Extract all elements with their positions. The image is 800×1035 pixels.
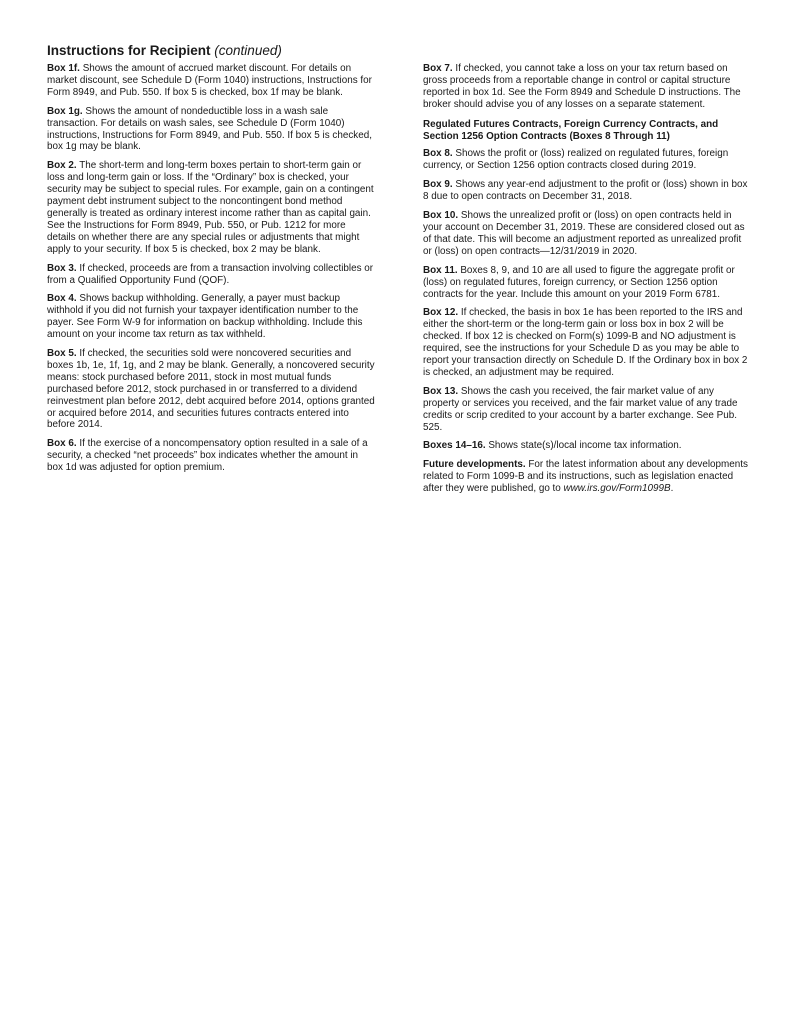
future-end: . xyxy=(670,483,674,495)
box-label: Box 1f. xyxy=(47,63,80,74)
box-text: Shows the amount of nondeductible loss in a wash sale transaction. For details on wash sales, see Schedule D (Form 1040) instructions, Instructions for Form 8949, and Pub. 550. If box 5 is checked, box 1g may be blank. xyxy=(47,105,372,153)
box-text: If checked, proceeds are from a transaction involving collectibles or from a Qualified Opportunity Fund (QOF). xyxy=(47,262,374,286)
box-label: Boxes 14–16. xyxy=(423,440,486,452)
heading-title: Instructions for Recipient xyxy=(47,43,211,58)
box-12-paragraph xyxy=(423,307,751,378)
box-text: Shows any year-end adjustment to the profit or (loss) shown in box 8 due to open contracts on December 31, 2018. xyxy=(423,179,748,203)
box-8-paragraph xyxy=(423,148,751,172)
box-label: Box 4. xyxy=(47,293,77,305)
box-3-paragraph xyxy=(47,263,375,287)
page-heading xyxy=(47,43,282,58)
box-5-paragraph xyxy=(47,348,375,431)
box-text: Shows the cash you received, the fair market value of any property or services you received, and the fair market value of any trade credits or scrip credited to your account by a barter exchange. See Pub. 525. xyxy=(423,385,738,433)
boxes-14-16-paragraph xyxy=(423,440,751,452)
box-2-paragraph xyxy=(47,160,375,255)
box-label: Box 1g. xyxy=(47,105,83,117)
box-11-paragraph xyxy=(423,265,751,301)
box-text: If checked, you cannot take a loss on your tax return based on gross proceeds from a reportable change in control or capital structure reported in box 1d. See the Form 8949 and Schedule D instructions. The broker should advise you of any losses on a separate statement. xyxy=(423,63,741,110)
right-column xyxy=(423,63,751,502)
box-text: The short-term and long-term boxes pertain to short-term gain or loss and long-term gain or loss. If the “Ordinary” box is checked, your security may be subject to special rules. For example, gain on a contingent payment debt instrument subject to the noncontingent bond method generally is treated as ordinary interest income rather than as capital gain. See the Instructions for Form 8949, Pub. 550, or Pub. 1212 for more details on whether there are any special rules or adjustments that might apply to your security. If box 5 is checked, box 2 may be blank. xyxy=(47,160,374,255)
left-column xyxy=(47,63,375,481)
future-developments-paragraph xyxy=(423,459,751,495)
box-text: Shows the unrealized profit or (loss) on open contracts held in your account on December 31, 2019. These are considered closed out as of that date. This will become an adjustment reported as unrealized profit or (loss) on open contracts—12/31/2019 in 2020. xyxy=(423,210,745,257)
box-text: If checked, the securities sold were noncovered securities and boxes 1b, 1e, 1f, 1g, and 2 may be blank. Generally, a noncovered security means: stock purchased before 2011, stock in most mutual funds purchased before 2012, stock purchased in or transferred to a dividend reinvestment plan before 2012, debt acquired before 2014, options granted or acquired before 2014, and securities futures contracts entered into before 2014. xyxy=(47,348,375,431)
box-text: Shows state(s)/local income tax information. xyxy=(488,440,682,452)
box-text: Shows backup withholding. Generally, a payer must backup withhold if you did not furnish your taxpayer identification number to the payer. See Form W-9 for information on backup withholding. Include this amount on your income tax return as tax withheld. xyxy=(47,293,363,341)
box-text: Shows the profit or (loss) realized on regulated futures, foreign currency, or Section 1256 option contracts closed during 2019. xyxy=(423,148,729,172)
box-label: Box 10. xyxy=(423,210,459,222)
box-label: Box 7. xyxy=(423,63,453,74)
box-text: If the exercise of a noncompensatory option resulted in a sale of a security, a checked “net proceeds” box indicates whether the amount in box 1d was adjusted for option premium. xyxy=(47,438,368,474)
box-label: Box 12. xyxy=(423,307,459,319)
irs-link[interactable]: www.irs.gov/Form1099B xyxy=(563,483,671,495)
box-text: Boxes 8, 9, and 10 are all used to figure the aggregate profit or (loss) on regulated futures, foreign currency, or Section 1256 option contracts for the year. Include this amount on your 2019 Form 6781. xyxy=(423,264,735,300)
box-4-paragraph xyxy=(47,293,375,341)
box-label: Box 8. xyxy=(423,148,453,160)
future-text: For the latest information about any developments related to Form 1099-B and its instructions, such as legislation enacted after they were published, go to xyxy=(423,459,748,495)
box-label: Box 6. xyxy=(47,438,77,450)
box-label: Box 3. xyxy=(47,262,77,274)
box-text: If checked, the basis in box 1e has been reported to the IRS and either the short-term or the long-term gain or loss box in box 2 will be checked. If box 12 is checked on Form(s) 1099-B and NO adjustment is required, see the instructions for your Schedule D as you may be able to report your transaction directly on Schedule D. If the Ordinary box in box 2 is checked, an adjustment may be required. xyxy=(423,307,748,378)
future-label: Future developments. xyxy=(423,459,526,471)
box-10-paragraph xyxy=(423,210,751,258)
heading-suffix: (continued) xyxy=(214,43,282,58)
box-1f-paragraph xyxy=(47,63,375,99)
box-text: Shows the amount of accrued market discount. For details on market discount, see Schedule D (Form 1040) instructions, Instructions for Form 8949, and Pub. 550. If box 5 is checked, box 1f may be blank. xyxy=(47,63,372,98)
box-label: Box 2. xyxy=(47,160,77,172)
box-label: Box 9. xyxy=(423,179,453,191)
box-7-paragraph xyxy=(423,63,751,111)
box-label: Box 13. xyxy=(423,385,459,397)
box-label: Box 11. xyxy=(423,264,458,276)
box-1g-paragraph xyxy=(47,106,375,154)
section-1256-subheading: Regulated Futures Contracts, Foreign Currency Contracts, and Section 1256 Option Contracts (Boxes 8 Through 11) xyxy=(423,118,719,142)
box-6-paragraph xyxy=(47,438,375,474)
box-9-paragraph xyxy=(423,179,751,203)
box-13-paragraph xyxy=(423,386,751,434)
box-label: Box 5. xyxy=(47,348,77,360)
